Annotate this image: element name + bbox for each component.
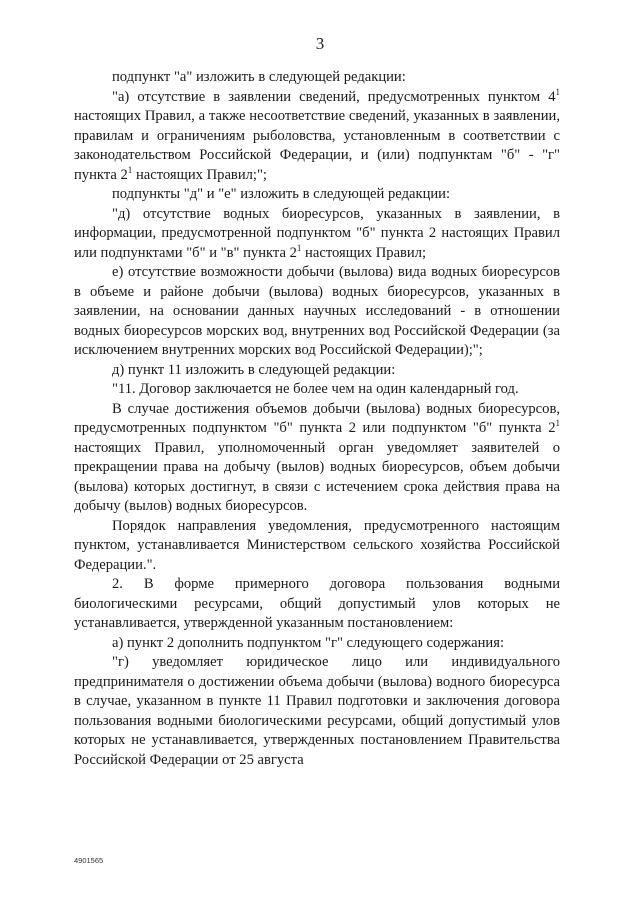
paragraph-text: "а) отсутствие в заявлении сведений, предусмотренных пунктом 4 xyxy=(112,88,556,105)
paragraph-text: "г) уведомляет юридическое лицо или индивидуального предпринимателя о достижении объема добычи (вылова) водного биоресурса в случае, указанном в пункте 11 Правил подготовки и заключения договора пользования водными биологическими ресурсами, общий допустимый улов которых не устанавливается, утвержденных постановлением Правительства Российской Федерации от 25 августа xyxy=(74,654,560,768)
paragraph xyxy=(74,653,560,770)
paragraph-text: д) пункт 11 изложить в следующей редакции: xyxy=(112,361,396,378)
paragraph xyxy=(74,517,560,576)
document-body xyxy=(74,68,560,770)
paragraph-text: а) пункт 2 дополнить подпунктом "г" следующего содержания: xyxy=(112,634,505,651)
paragraph-text: Порядок направления уведомления, предусмотренного настоящим пунктом, устанавливается Министерством сельского хозяйства Российской Федерации.". xyxy=(74,517,560,573)
paragraph xyxy=(74,400,560,517)
page-number: 3 xyxy=(315,34,325,53)
superscript: 1 xyxy=(555,86,560,97)
paragraph xyxy=(74,88,560,186)
paragraph xyxy=(74,263,560,361)
paragraph-text: 2. В форме примерного договора пользования водными биологическими ресурсами, общий допустимый улов которых не устанавливается, утвержденной указанным постановлением: xyxy=(74,576,560,631)
paragraph-text: настоящих Правил;"; xyxy=(132,166,267,183)
paragraph xyxy=(74,634,560,654)
paragraph xyxy=(74,205,560,264)
paragraph xyxy=(74,185,560,205)
paragraph-text: настоящих Правил, а также несоответствие сведений, указанных в заявлении, правилам и ограничениям рыболовства, установленным в соответствии с законодательством Российской Федерации, и (или) подпунктам "б" - "г" пункта 2 xyxy=(74,108,560,183)
document-code: 4901565 xyxy=(74,856,104,865)
paragraph xyxy=(74,68,560,88)
paragraph-text: настоящих Правил, уполномоченный орган уведомляет заявителей о прекращении права на добычу (вылов) водных биоресурсов, объем добычи (вылова) которых достигнут, в связи с истечением срока действия права на добычу (вылов) водных биоресурсов. xyxy=(74,439,560,514)
paragraph-text: подпункт "а" изложить в следующей редакции: xyxy=(112,69,406,85)
paragraph xyxy=(74,380,560,400)
paragraph-text: "д) отсутствие водных биоресурсов, указанных в заявлении, в информации, предусмотренной подпунктом "б" пункта 2 настоящих Правил или подпунктами "б" и "в" пункта 2 xyxy=(74,205,560,261)
paragraph-text: В случае достижения объемов добычи (вылова) водных биоресурсов, предусмотренных подпунктом "б" пункта 2 или подпунктом "б" пункта 2 xyxy=(74,400,560,436)
paragraph xyxy=(74,575,560,634)
paragraph-text: е) отсутствие возможности добычи (вылова) вида водных биоресурсов в объеме и районе добычи (вылова) водных биоресурсов, указанных в заявлении, на основании данных научных исследований - в отношении водных биоресурсов морских вод, внутренних вод Российской Федерации (за исключением внутренних морских вод Российской Федерации);"; xyxy=(74,264,560,358)
paragraph-text: "11. Договор заключается не более чем на один календарный год. xyxy=(112,381,519,397)
paragraph-text: подпункты "д" и "е" изложить в следующей редакции: xyxy=(112,186,451,202)
paragraph xyxy=(74,361,560,381)
superscript: 1 xyxy=(296,242,302,253)
superscript: 1 xyxy=(555,418,560,428)
paragraph-text: настоящих Правил; xyxy=(301,244,427,261)
superscript: 1 xyxy=(127,164,133,175)
